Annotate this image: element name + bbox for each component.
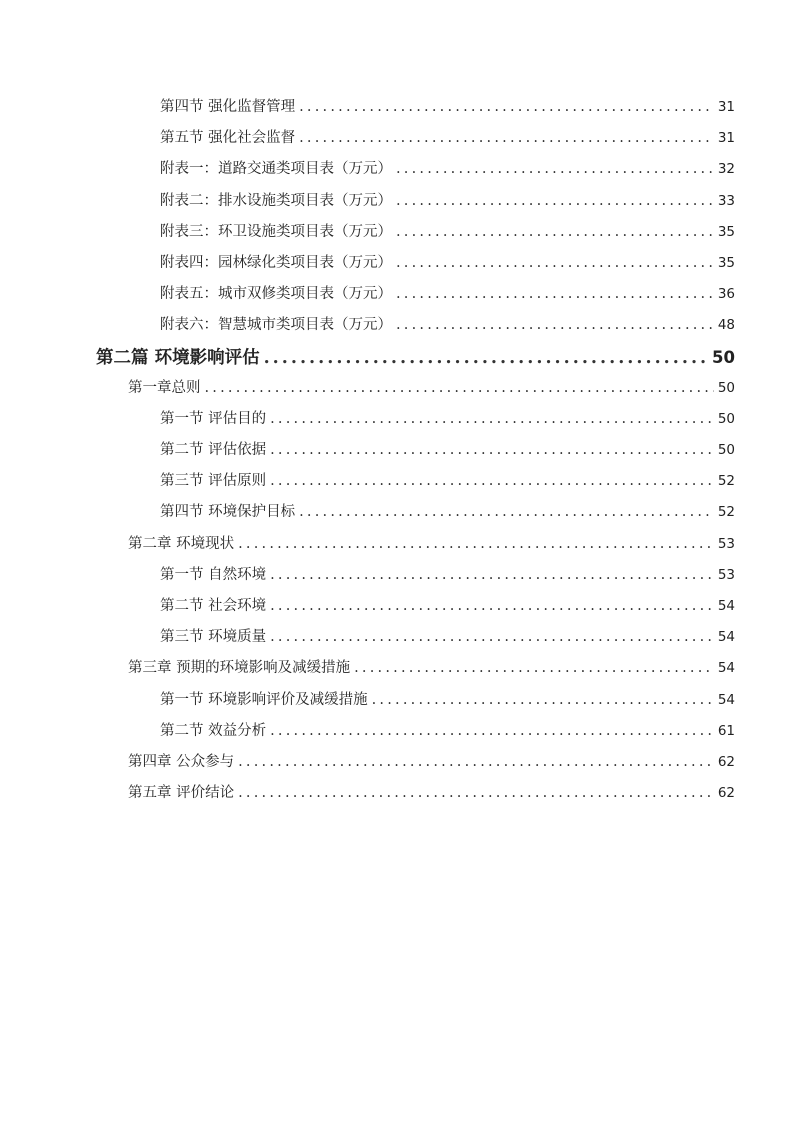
toc-dot-leader (270, 622, 714, 653)
toc-entry-title: 第二章 环境现状 (128, 535, 235, 552)
toc-entry-title: 第二篇 环境影响评估 (96, 347, 260, 368)
toc-chapter-entry[interactable] (0, 747, 793, 778)
toc-entry-page: 48 (717, 317, 735, 334)
toc-entry[interactable] (0, 92, 793, 123)
toc-dot-leader (299, 123, 714, 154)
toc-chapter-entry[interactable] (0, 653, 793, 684)
toc-entry-page: 35 (717, 254, 735, 271)
toc-entry[interactable] (0, 154, 793, 185)
toc-entry-page: 50 (717, 442, 735, 459)
toc-entry[interactable] (0, 248, 793, 279)
toc-dot-leader (238, 747, 714, 778)
toc-entry[interactable] (0, 186, 793, 217)
toc-entry-title: 第二节 效益分析 (160, 722, 267, 739)
toc-entry-title: 第三章 预期的环境影响及减缓措施 (128, 660, 351, 677)
toc-dot-leader (396, 310, 714, 341)
toc-dot-leader (396, 186, 714, 217)
toc-entry-page: 54 (717, 629, 735, 646)
toc-entry[interactable] (0, 560, 793, 591)
toc-entry-title: 第五章 评价结论 (128, 785, 235, 802)
toc-entry-page: 50 (717, 379, 735, 396)
toc-entry-title: 第四节 强化监督管理 (160, 99, 296, 115)
toc-entry-page: 62 (717, 753, 735, 770)
toc-entry-page: 54 (717, 691, 735, 708)
toc-entry[interactable] (0, 279, 793, 310)
toc-entry-title: 第二节 社会环境 (160, 598, 267, 614)
toc-entry-title: 第一节 环境影响评价及减缓措施 (160, 691, 368, 708)
toc-dot-leader (396, 248, 714, 279)
toc-entry[interactable] (0, 217, 793, 248)
toc-entry[interactable] (0, 622, 793, 653)
toc-entry[interactable] (0, 123, 793, 154)
toc-entry-title: 附表四：园林绿化类项目表（万元） (160, 254, 392, 271)
toc-entry-title: 附表一：道路交通类项目表（万元） (160, 161, 392, 178)
toc-dot-leader (396, 217, 714, 248)
toc-entry[interactable] (0, 435, 793, 466)
toc-entry-page: 54 (717, 598, 735, 614)
toc-dot-leader (264, 343, 708, 374)
toc-entry-page: 50 (717, 410, 735, 427)
toc-entry-title: 附表六：智慧城市类项目表（万元） (160, 317, 392, 334)
toc-dot-leader (396, 279, 714, 310)
toc-chapter-entry[interactable] (0, 373, 793, 404)
toc-entry-page: 50 (712, 347, 735, 367)
toc-dot-leader (270, 560, 714, 591)
toc-dot-leader (270, 716, 714, 747)
toc-entry-page: 62 (717, 785, 735, 802)
toc-dot-leader (205, 373, 714, 404)
toc-entry-page: 53 (717, 566, 735, 583)
toc-entry-page: 61 (717, 722, 735, 739)
toc-dot-leader (270, 466, 714, 497)
toc-entry[interactable] (0, 466, 793, 497)
toc-dot-leader (238, 529, 714, 560)
toc-entry[interactable] (0, 685, 793, 716)
toc-entry[interactable] (0, 716, 793, 747)
toc-dot-leader (270, 435, 714, 466)
toc-entry-title: 第四节 环境保护目标 (160, 504, 296, 521)
toc-entry-page: 52 (717, 504, 735, 521)
toc-entry-page: 52 (717, 473, 735, 490)
toc-entry[interactable] (0, 591, 793, 622)
toc-entry-title: 附表三：环卫设施类项目表（万元） (160, 223, 392, 240)
toc-entry-title: 第五节 强化社会监督 (160, 130, 296, 147)
toc-chapter-entry[interactable] (0, 778, 793, 809)
toc-dot-leader (299, 497, 714, 528)
toc-entry-page: 53 (717, 535, 735, 552)
toc-entry-title: 第一章总则 (128, 379, 201, 396)
table-of-contents (0, 92, 793, 809)
toc-entry[interactable] (0, 497, 793, 528)
toc-dot-leader (372, 685, 714, 716)
toc-entry-page: 32 (717, 161, 735, 178)
toc-dot-leader (354, 653, 714, 684)
toc-entry-title: 第三节 评估原则 (160, 473, 267, 490)
toc-entry-title: 附表五：城市双修类项目表（万元） (160, 286, 392, 303)
toc-part-entry[interactable] (0, 342, 793, 373)
toc-entry[interactable] (0, 404, 793, 435)
toc-entry-title: 第一节 评估目的 (160, 410, 267, 427)
toc-entry-page: 35 (717, 223, 735, 240)
toc-dot-leader (270, 591, 714, 622)
toc-entry-title: 第二节 评估依据 (160, 442, 267, 459)
toc-dot-leader (270, 404, 714, 435)
toc-entry-page: 31 (717, 99, 735, 115)
toc-dot-leader (299, 92, 714, 123)
toc-entry-page: 36 (717, 286, 735, 303)
toc-dot-leader (238, 778, 714, 809)
toc-entry-page: 31 (717, 130, 735, 147)
toc-entry-title: 第一节 自然环境 (160, 566, 267, 583)
toc-chapter-entry[interactable] (0, 529, 793, 560)
toc-entry-page: 33 (717, 192, 735, 209)
toc-entry-title: 附表二：排水设施类项目表（万元） (160, 192, 392, 209)
toc-entry[interactable] (0, 310, 793, 341)
toc-entry-title: 第四章 公众参与 (128, 753, 235, 770)
toc-entry-title: 第三节 环境质量 (160, 629, 267, 646)
toc-dot-leader (396, 154, 714, 185)
toc-entry-page: 54 (717, 660, 735, 677)
